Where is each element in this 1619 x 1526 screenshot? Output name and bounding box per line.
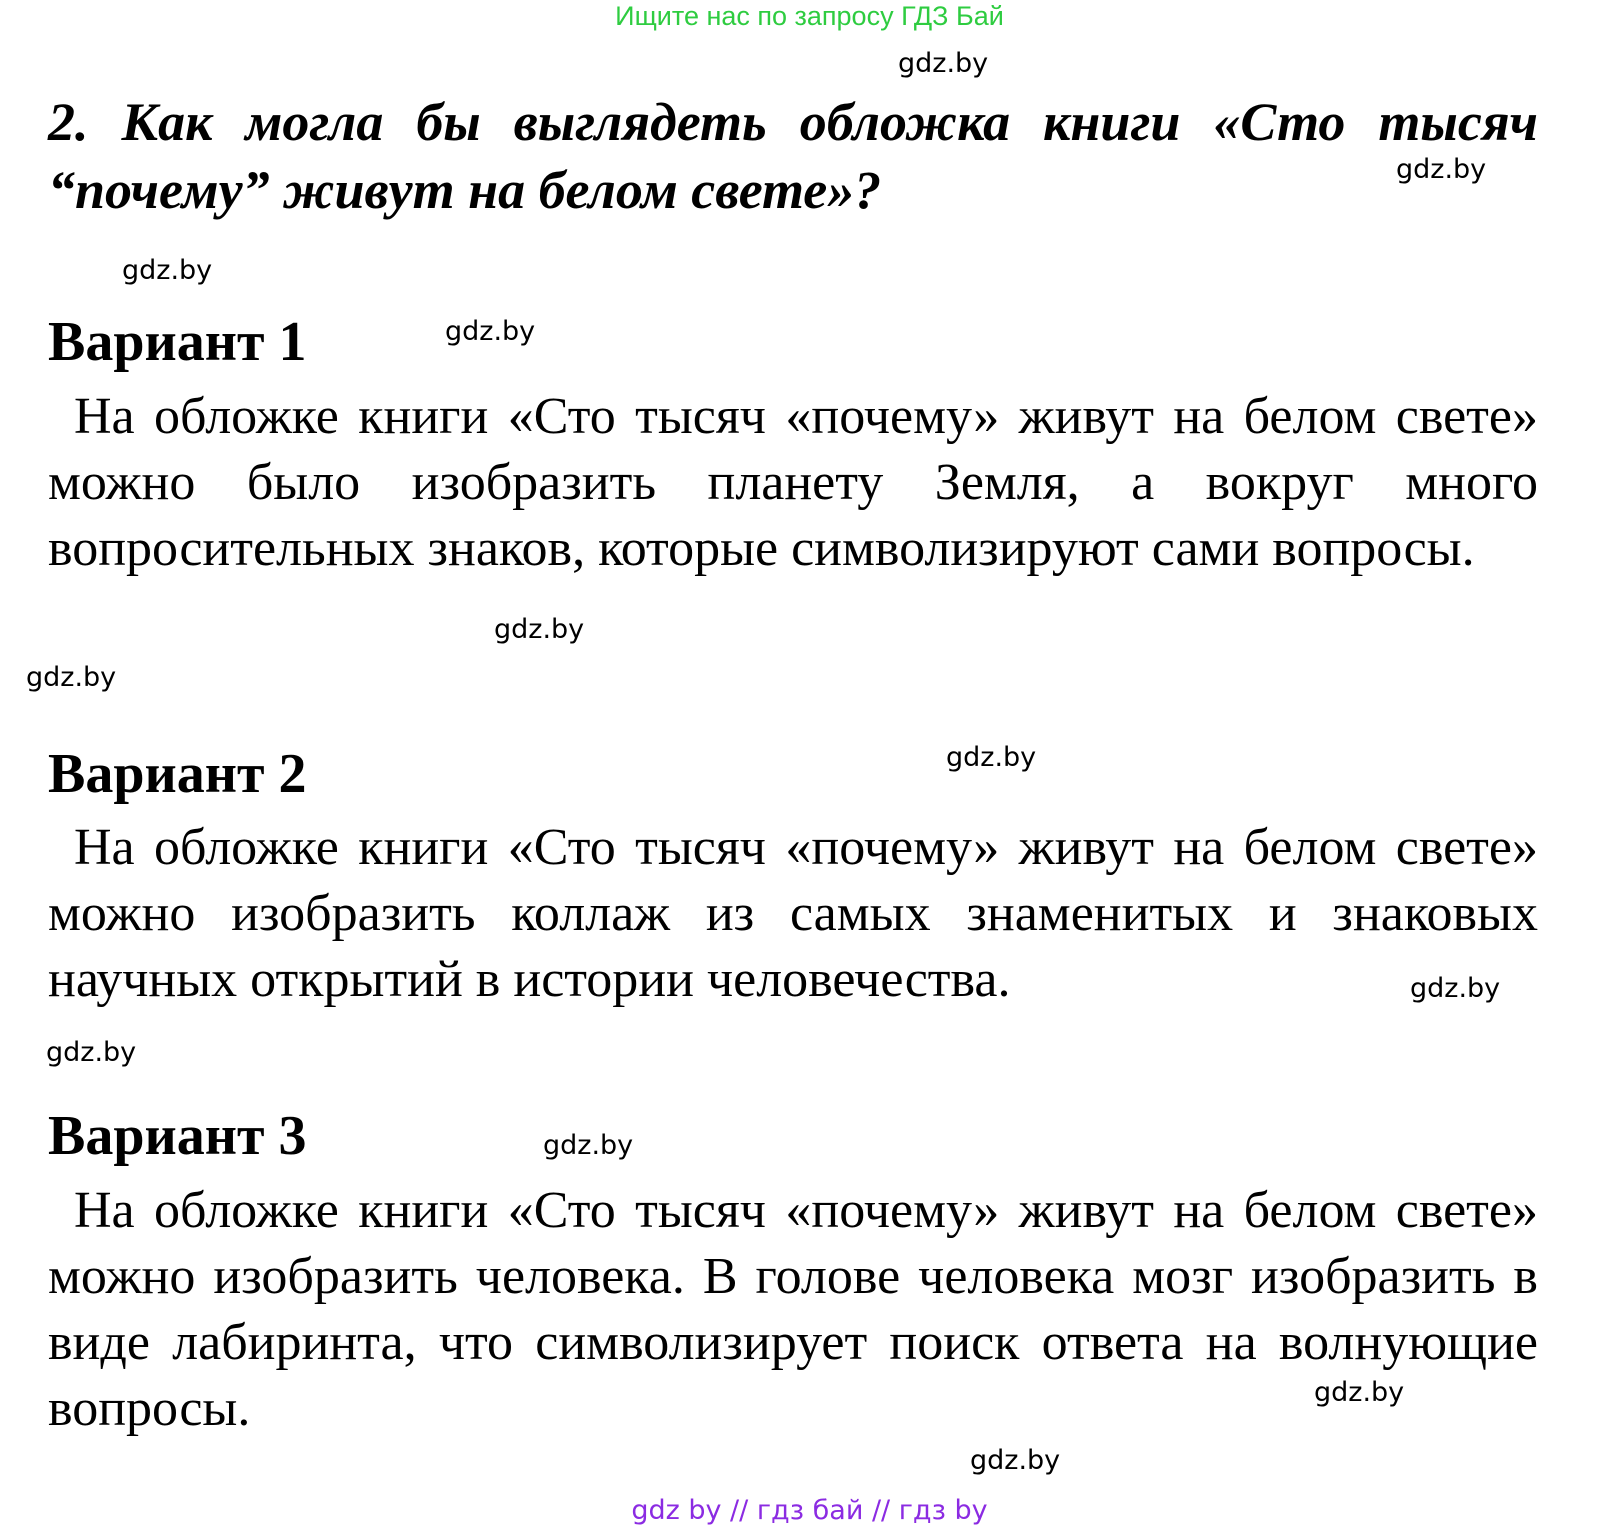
variant-3-title: Вариант 3 <box>48 1105 307 1167</box>
variant-1-text: На обложке книги «Сто тысяч «почему» живут на белом свете» можно было изобразить планету Земля, а вокруг много вопросительных знаков, которые символизируют сами вопросы. <box>48 388 1538 577</box>
watermark: gdz.by <box>543 1130 634 1161</box>
watermark: gdz.by <box>46 1037 137 1068</box>
variant-2-title: Вариант 2 <box>48 743 307 805</box>
watermark: gdz.by <box>1314 1377 1405 1408</box>
watermark: gdz.by <box>494 614 585 645</box>
watermark: gdz.by <box>946 742 1037 773</box>
variant-3-text: На обложке книги «Сто тысяч «почему» живут на белом свете» можно изобразить человека. В голове человека мозг изобразить в виде лабиринта, что символизирует поиск ответа на волнующие вопросы. <box>48 1182 1538 1437</box>
variant-2-text: На обложке книги «Сто тысяч «почему» живут на белом свете» можно изобразить коллаж из самых знаменитых и знаковых научных открытий в истории человечества. <box>48 819 1538 1008</box>
watermark: gdz.by <box>122 255 213 286</box>
top-banner[interactable]: Ищите нас по запросу ГДЗ Бай <box>615 1 1004 31</box>
watermark: gdz.by <box>1396 154 1487 185</box>
variant-1-title: Вариант 1 <box>48 311 307 373</box>
watermark: gdz.by <box>1410 973 1501 1004</box>
watermark: gdz.by <box>26 662 117 693</box>
watermark: gdz.by <box>970 1445 1061 1476</box>
footer-links[interactable]: gdz by // гдз бай // гдз by <box>631 1495 988 1526</box>
watermark: gdz.by <box>898 48 989 79</box>
question-heading: 2. Как могла бы выглядеть обложка книги «Сто тысяч “почему” живут на белом свете»? <box>48 92 1538 220</box>
watermark: gdz.by <box>445 316 536 347</box>
